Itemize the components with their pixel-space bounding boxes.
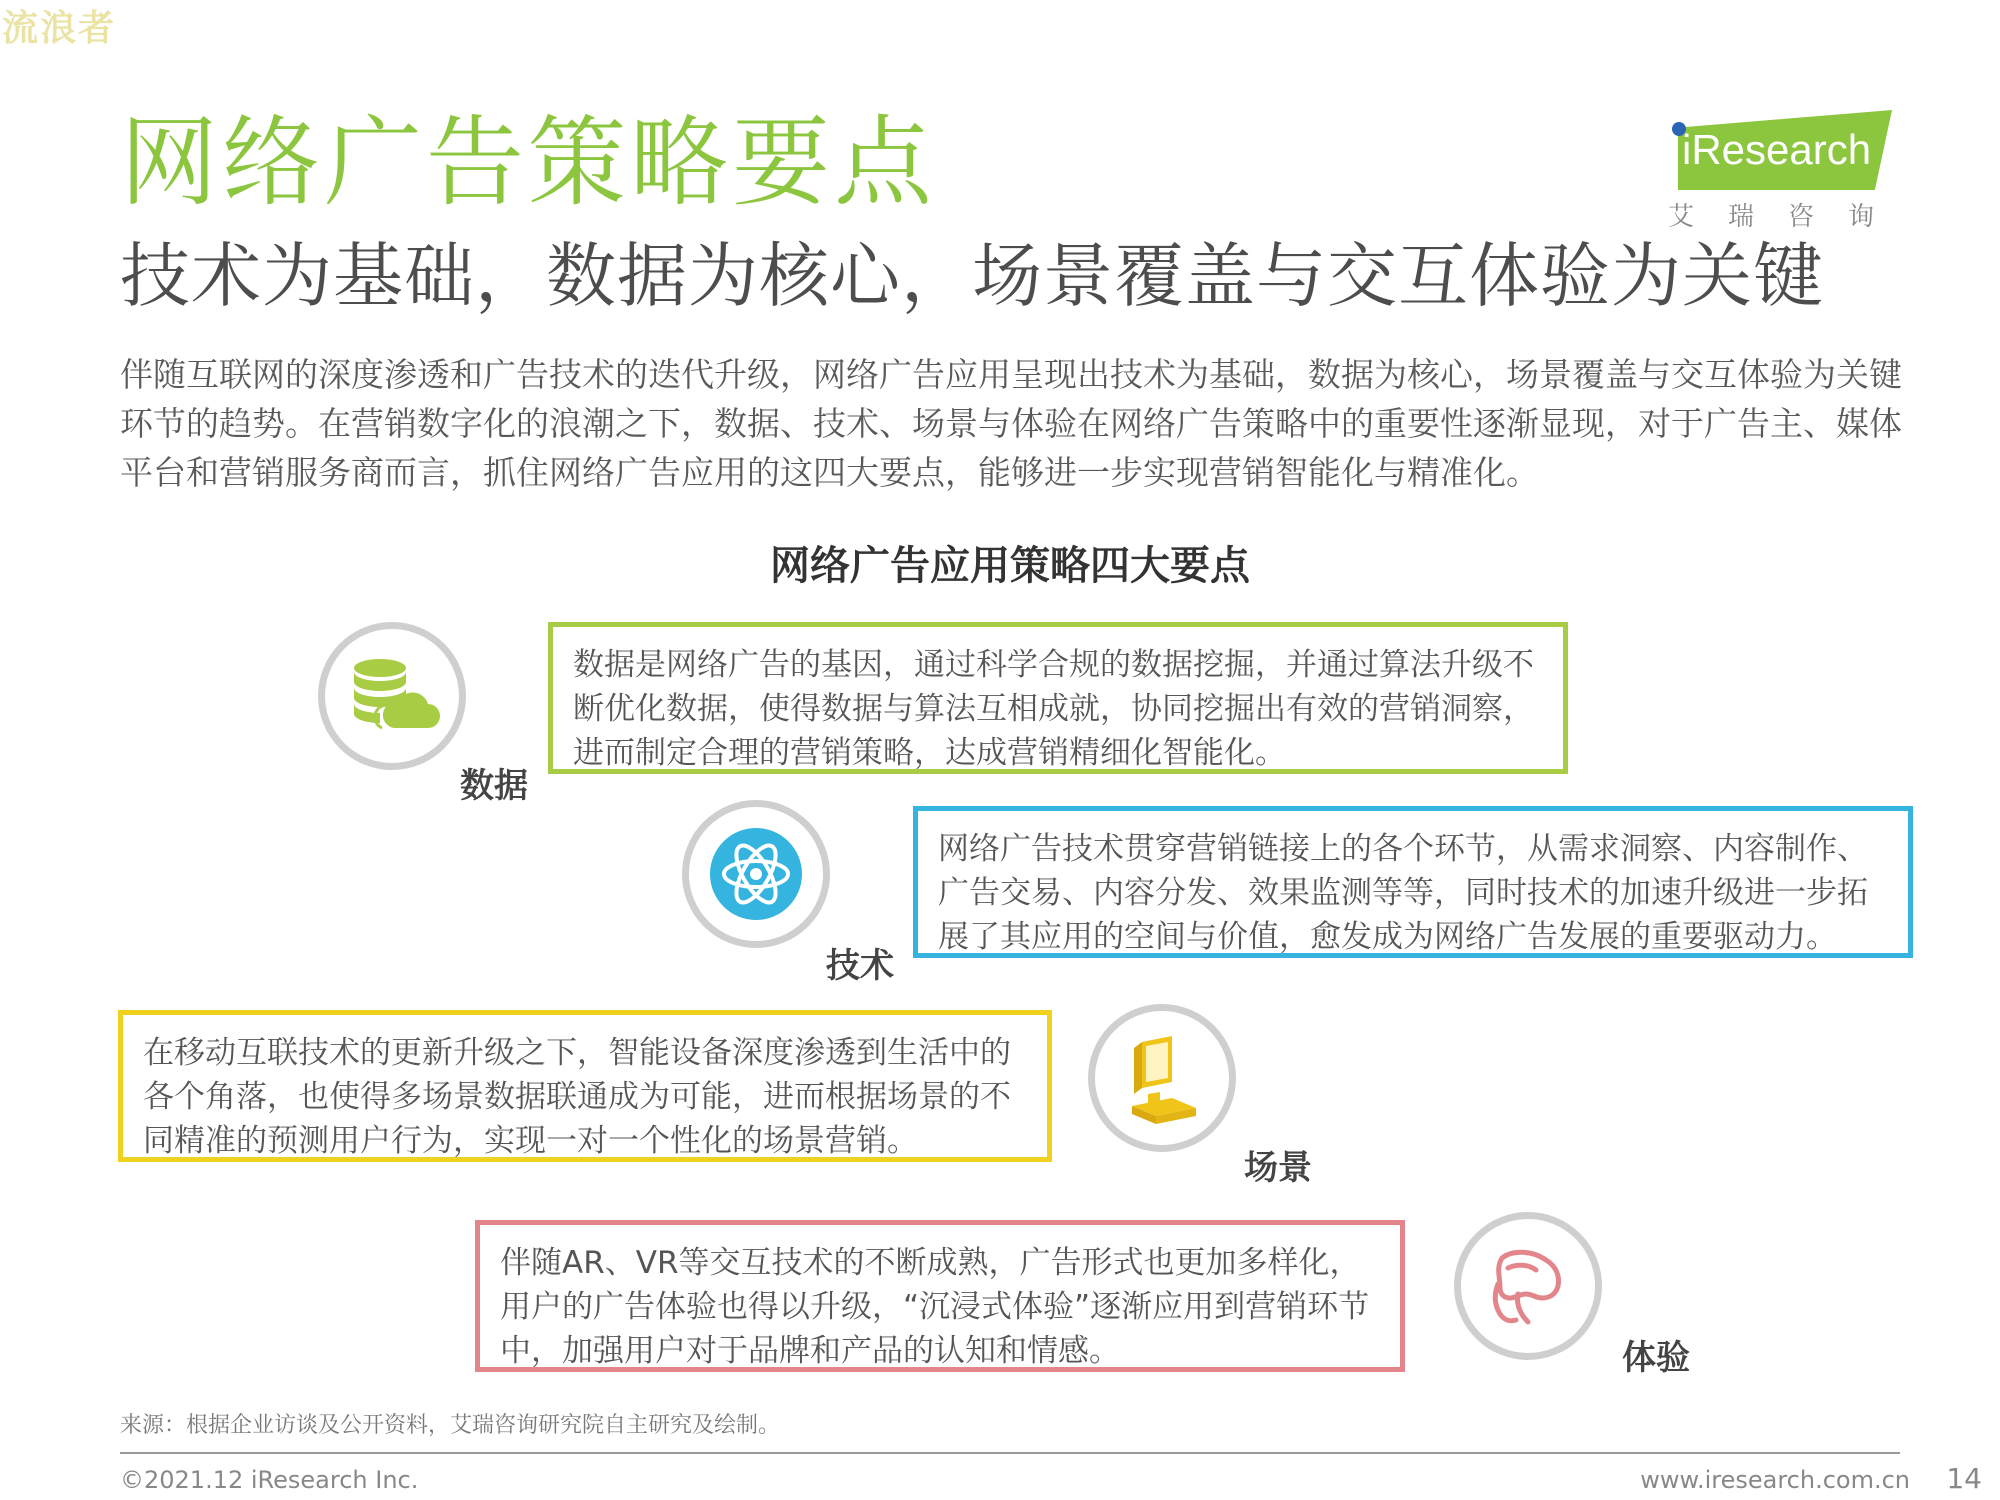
page-subtitle: 技术为基础，数据为核心，场景覆盖与交互体验为关键 [120, 235, 1824, 317]
tech-icon-circle [682, 800, 830, 948]
vr-headset-icon [1478, 1236, 1578, 1336]
tech-description-box: 网络广告技术贯穿营销链接上的各个环节，从需求洞察、内容制作、广告交易、内容分发、效果监测等等，同时技术的加速升级进一步拓展了其应用的空间与价值，愈发成为网络广告发展的重要驱动力。 [913, 806, 1913, 958]
watermark: 流浪者 [2, 8, 117, 49]
experience-icon-circle [1454, 1212, 1602, 1360]
scene-icon-circle [1088, 1004, 1236, 1152]
page-title: 网络广告策略要点 [120, 106, 937, 220]
data-icon-circle [318, 622, 466, 770]
computer-desk-icon [1112, 1028, 1212, 1128]
scene-description-box: 在移动互联技术的更新升级之下，智能设备深度渗透到生活中的各个角落，也使得多场景数据联通成为可能，进而根据场景的不同精准的预测用户行为，实现一对一个性化的场景营销。 [118, 1010, 1052, 1162]
intro-paragraph: 伴随互联网的深度渗透和广告技术的迭代升级，网络广告应用呈现出技术为基础，数据为核心，场景覆盖与交互体验为关键环节的趋势。在营销数字化的浪潮之下，数据、技术、场景与体验在网络广告策略中的重要性逐渐显现，对于广告主、媒体平台和营销服务商而言，抓住网络广告应用的这四大要点，能够进一步实现营销智能化与精准化。 [120, 355, 1902, 492]
atom-icon [706, 824, 806, 924]
section-title [0, 534, 2000, 591]
experience-label: 体验 [1622, 1338, 1690, 1378]
footer-divider [120, 1452, 1900, 1454]
logo-brand-text: iResearch [1682, 126, 1872, 173]
copyright-text: ©2021.12 iResearch Inc. [120, 1466, 419, 1494]
website-link[interactable]: www.iresearch.com.cn [1640, 1466, 1910, 1494]
database-cloud-icon [342, 646, 442, 746]
data-description-box: 数据是网络广告的基因，通过科学合规的数据挖掘，并通过算法升级不断优化数据，使得数据与算法互相成就，协同挖掘出有效的营销洞察，进而制定合理的营销策略，达成营销精细化智能化。 [548, 622, 1568, 774]
experience-description-box: 伴随AR、VR等交互技术的不断成熟，广告形式也更加多样化，用户的广告体验也得以升级，“沉浸式体验”逐渐应用到营销环节中，加强用户对于品牌和产品的认知和情感。 [475, 1220, 1405, 1372]
data-label: 数据 [460, 766, 528, 806]
scene-label: 场景 [1244, 1148, 1312, 1188]
tech-label: 技术 [826, 946, 894, 986]
iresearch-logo [1660, 100, 1920, 230]
logo-sub-text: 艾瑞咨询 [1668, 202, 1909, 232]
section-title-text: 网络广告应用策略四大要点 [770, 543, 1250, 589]
source-note: 来源：根据企业访谈及公开资料，艾瑞咨询研究院自主研究及绘制。 [120, 1413, 781, 1438]
page-number: 14 [1946, 1462, 1982, 1495]
